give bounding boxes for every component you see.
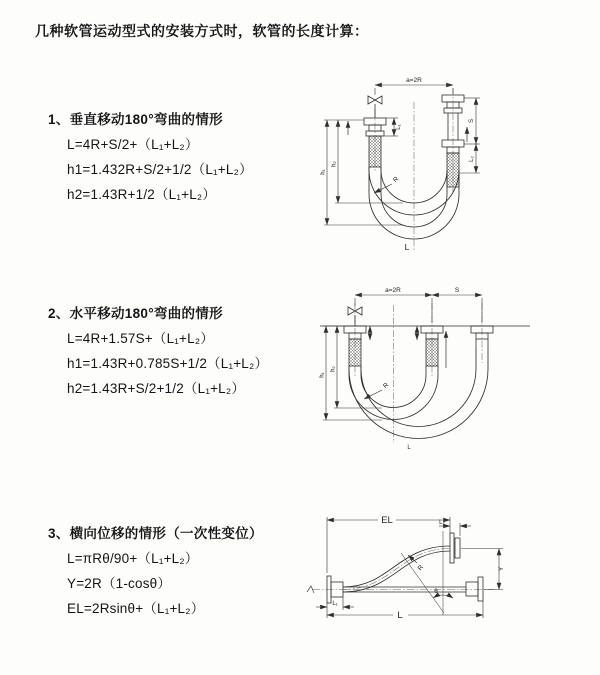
dim-label-el: EL — [381, 515, 393, 526]
dim-label-l2: L₂ — [439, 520, 445, 526]
length-label: L — [407, 445, 411, 451]
section-3-formula-y: Y=2R（1-cosθ） — [67, 576, 172, 591]
section-2-heading: 2、水平移动180°弯曲的情形 — [48, 306, 223, 321]
dim-label-l2: L₂ — [469, 156, 475, 162]
angle-construction — [401, 531, 453, 615]
valve-icon — [368, 96, 382, 118]
dim-label-h1: h₁ — [319, 372, 326, 378]
section-1-formula-h2: h2=1.43R+1/2（L₁+L₂） — [67, 187, 217, 202]
diagram-lateral-displacement — [298, 503, 596, 663]
section-vertical-bend-text — [48, 112, 253, 212]
s-curve-hose — [343, 546, 450, 592]
radius-label: R — [391, 175, 401, 185]
section-1-heading: 1、垂直移动180°弯曲的情形 — [48, 112, 223, 127]
dim-top-span — [375, 85, 453, 95]
dim-label-s: S — [454, 287, 460, 294]
section-horizontal-bend-text — [48, 306, 268, 406]
dim-label-l1: L₁ — [332, 601, 338, 607]
page-title: 几种软管运动型式的安装方式时，软管的长度计算： — [35, 23, 369, 39]
hose-u-curves — [349, 347, 488, 439]
dim-label-s: S — [469, 118, 475, 124]
section-2-formula-length: L=4R+1.57S+（L₁+L₂） — [67, 331, 214, 346]
dim-label-h2: h₂ — [330, 366, 337, 372]
dim-y — [461, 549, 503, 590]
dim-label-a2r: a=2R — [406, 77, 422, 84]
length-label: L — [404, 242, 410, 252]
dim-label-h1: h₁ — [320, 169, 327, 175]
dim-label-y: Y — [498, 566, 505, 572]
dim-label-l: L — [397, 610, 403, 621]
section-3-heading: 3、横向位移的情形（一次性变位） — [48, 526, 263, 541]
radius-label: R — [381, 381, 391, 391]
section-3-formula-length: L=πRθ/90+（L₁+L₂） — [67, 551, 199, 566]
dim-label-l1: L₁ — [396, 124, 402, 130]
diagram-horizontal-180-bend — [312, 283, 597, 455]
section-lateral-shift-text — [48, 526, 263, 626]
angle-label: θ — [434, 589, 438, 595]
section-1-formula-h1: h1=1.432R+S/2+1/2（L₁+L₂） — [67, 162, 253, 177]
section-2-formula-h1: h1=1.43R+0.785S+1/2（L₁+L₂） — [67, 356, 269, 371]
section-3-formula-el: EL=2Rsinθ+（L₁+L₂） — [67, 601, 205, 616]
dim-length — [327, 601, 483, 618]
left-pipe-fitting — [364, 118, 386, 167]
upper-flange — [450, 533, 460, 563]
section-1-formula-length: L=4R+S/2+（L₁+L₂） — [67, 137, 199, 152]
right-flange — [466, 577, 483, 601]
diagram-vertical-180-bend — [318, 72, 590, 257]
dim-label-h2: h₂ — [331, 161, 338, 167]
section-2-formula-h2: h2=1.43R+S/2+1/2（L₁+L₂） — [67, 381, 246, 396]
dim-top — [355, 295, 482, 323]
radius-label: R — [416, 563, 426, 573]
dim-label-a2r: a=2R — [385, 287, 401, 294]
